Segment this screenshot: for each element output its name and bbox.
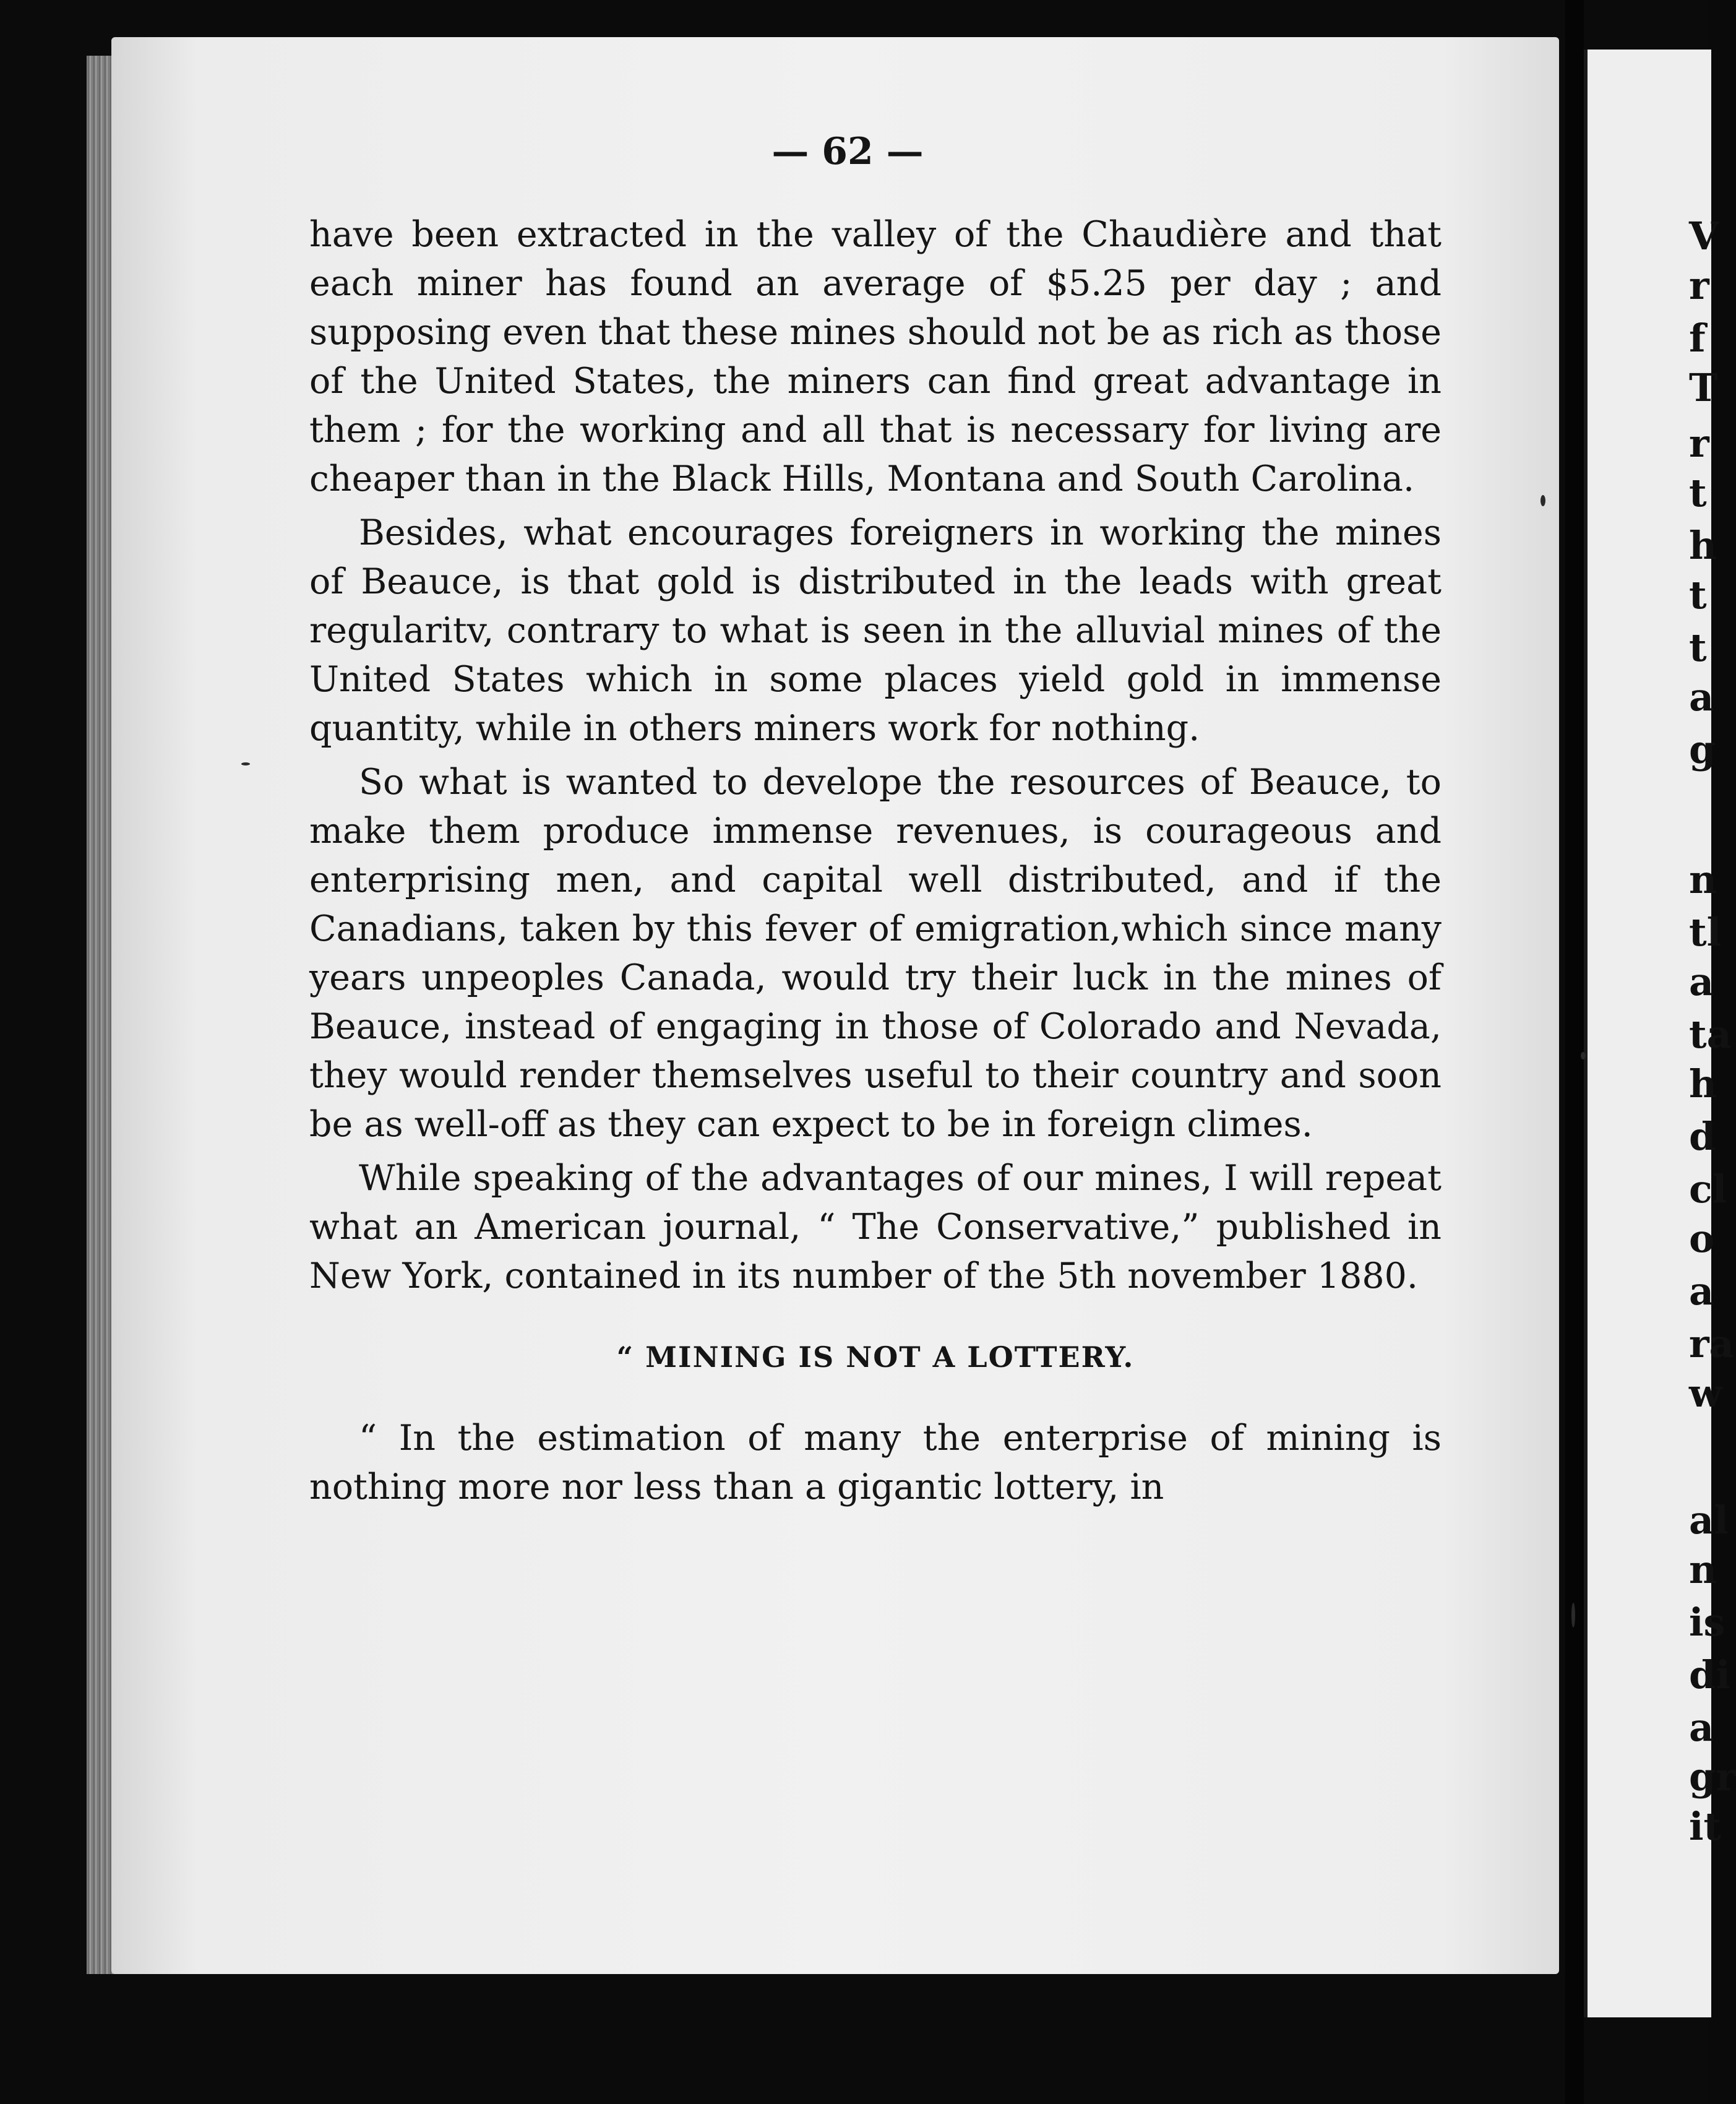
section-heading: “ MINING IS NOT A LOTTERY. <box>616 1340 1135 1374</box>
book-gutter <box>1565 0 1584 2104</box>
right-page-fragment: t <box>1689 470 1707 515</box>
right-page-fragment: V <box>1689 213 1719 259</box>
right-page-fragment: d <box>1689 1114 1716 1159</box>
right-page-fragment: t <box>1689 572 1707 618</box>
margin-speck <box>1540 495 1545 506</box>
right-page-fragment: t <box>1689 625 1707 670</box>
right-page-fragment: a <box>1689 1705 1714 1750</box>
right-page-fragment: cl <box>1689 1166 1727 1212</box>
right-page-fragment: n <box>1689 857 1717 902</box>
right-page-fragment: gr <box>1689 1754 1736 1800</box>
right-page-fragment: it <box>1689 1804 1722 1849</box>
right-page-fragment: al <box>1689 1498 1729 1543</box>
right-page-fragment: h <box>1689 1061 1717 1106</box>
paragraph-4: While speaking of the advantages of our mines, I will repeat what an American journal, “ The Conservative,” published in New York, contained in its number of the 5th november 1880. <box>309 1158 1442 1296</box>
right-page-fragment: f <box>1689 316 1706 361</box>
page-number: — 62 — <box>771 130 924 173</box>
right-page-fragment: a <box>1689 675 1714 720</box>
right-page-fragment: g <box>1689 727 1716 772</box>
margin-speck <box>1581 1052 1586 1059</box>
right-page-fragment: a <box>1689 959 1714 1004</box>
right-page-fragment: o <box>1689 1216 1715 1261</box>
right-page-fragment: di <box>1689 1652 1730 1697</box>
body-text <box>309 210 1442 1512</box>
right-page-fragment: T <box>1689 365 1718 410</box>
right-page-fragment: is <box>1689 1600 1725 1645</box>
paragraph-3: So what is wanted to develope the resources of Beauce, to make them produce immense revenues, is courageous and enterprising men, and capital well distributed, and if the Canadians, taken by this fever of emigration,which since many years unpeoples Canada, would try their luck in the mines of Beauce, instead of engaging in those of Colorado and Nevada, they would render themselves useful to their country and soon be as well-off as they can expect to be in foreign climes. <box>309 762 1442 1145</box>
right-page-fragment: r <box>1689 263 1709 308</box>
right-page-fragment: tl <box>1689 910 1722 955</box>
margin-speck <box>1571 1603 1575 1628</box>
paragraph-5: “ In the estimation of many the enterprise of mining is nothing more nor less than a gigantic lottery, in <box>309 1418 1442 1507</box>
right-page-fragment: w <box>1689 1371 1722 1416</box>
paragraph-2: Besides, what encourages foreigners in working the mines of Beauce, is that gold is distributed in the leads with great regularitv, contrary to what is seen in the alluvial mines of the United States which in some places yield gold in immense quantity, while in others miners work for nothing. <box>309 512 1442 749</box>
margin-speck <box>241 762 250 765</box>
right-page-fragment: ra <box>1689 1321 1734 1366</box>
right-page-fragment: ta <box>1689 1012 1732 1057</box>
right-page-fragment: n <box>1689 1547 1717 1592</box>
right-page-fragment: a <box>1689 1269 1714 1314</box>
paragraph-1: have been extracted in the valley of the Chaudière and that each miner has found an average of $5.25 per day ; and supposing even that these mines should not be as rich as those of the United States, the miners can find great advantage in them ; for the working and all that is necessary for living are cheaper than in the Black Hills, Montana and South Carolina. <box>309 214 1442 499</box>
right-page-fragment: h <box>1689 523 1717 568</box>
right-page-fragment: r <box>1689 421 1709 466</box>
